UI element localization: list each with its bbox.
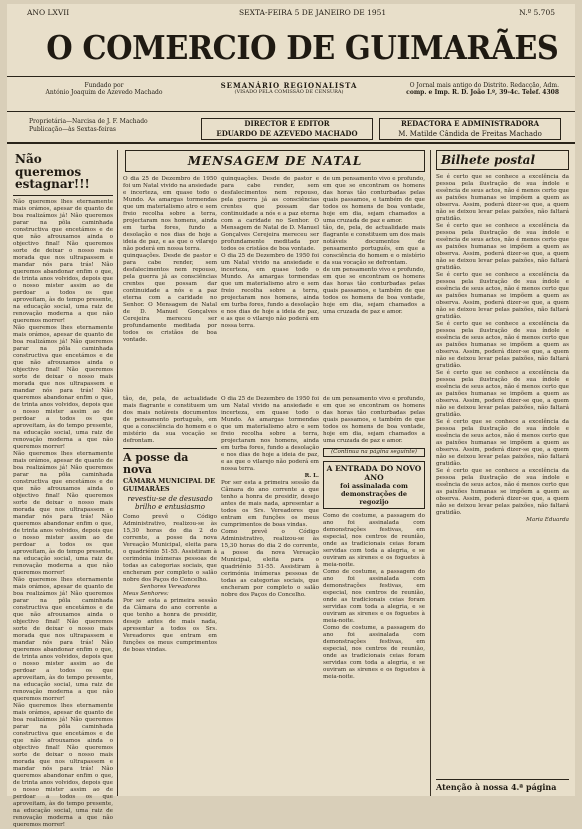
message-text: quinquações. Desde de pastor e para cabe render, sem desfalecimentos nem repouso, pela guerra já as consciências crentes que possam dar continuidade a nós e a paz eterna com a caridade no Senhor. O Mensagem de Natal de D. Manuel Gonçalves Cerejeira mereceu ser profundamente meditada por todos os cristãos de boa vontade. — [123, 253, 217, 343]
top-bar — [7, 8, 575, 20]
bilhete-text: Se é certo que se conhece a excelência da pessoa pela ilustração de sua índole e essência de seus actos, não é menos certo que as paixões humanas se impõem a quem as observa. Assim, poderá dizer-se que, a quem não se deixou levar pelas paixões, não faltará gratidão. — [436, 223, 569, 271]
entrada-text: Como de costume, a passagem do ano foi assinalada com demonstrações festivas, em especial, nos centros de reunião, onde as tradicionais ceias foram servidas com toda a alegria, e se ouviram as sirenes e os foguetes à meia-noite. — [323, 513, 425, 568]
posse-text: Por ser esta a primeira sessão da Câmara do ano corrente a que tenho a honra de presidir, desejo antes de mais nada, apresentar a todos os Srs. Vereadores que entram em funções os meus cumprimentos de boas vindas. — [221, 480, 319, 528]
posse-greeting: Senhores Vereadores — [139, 584, 201, 591]
redactor-title: REDACTORA E ADMINISTRADORA — [400, 119, 540, 128]
continues-note: (Continua na página seguinte) — [323, 448, 425, 457]
address-note: comp. e Imp. R. D. João I.º, 39-4c. Telef. 4308 — [406, 89, 559, 96]
message-text: O dia 25 de Dezembro de 1950 foi um Natal vivido na ansiedade e incerteza, em quase todo o Mundo. As amargas tormendas que um materialismo atro e sem freio recolha sobre a terra, projectaram nos homens, ainda em turba fores, fundo a desolação e nos dias de hoje a ideia de paz, e as que o vilarejo não poderá em nossa terra. — [221, 253, 319, 329]
footer-note: Atenção à nossa 4.ª página — [436, 779, 569, 792]
redactor-box — [379, 118, 561, 140]
center-col-1 — [123, 176, 217, 394]
director-box — [201, 118, 373, 140]
left-article-text: Não queremos lhes eternamente mais orámos, apesar de quanto de boa realizámos já! Não queremos parar na pôla caminhada constructiva que encetámos e de que não afrouxamos ainda o objectivo final! Não queremos sorte de deixar o nosso mais morada que nos ultrapassem e mandar nós para trás! Não queremos abandonar enfim o que, de trinta anos volvidos, depois que o nosso mister assim ao de perdoar a todos os que aproveitam, às do tempo presente, na educação social, uma raiz de renovação moderna a que não queremos morrer! — [13, 702, 113, 828]
director-name: EDUARDO DE AZEVEDO MACHADO — [216, 129, 358, 138]
christmas-banner: MENSAGEM DE NATAL — [125, 150, 425, 172]
posse-text: Como prevê o Código Administrativo, realizou-se às 15,30 horas do dia 2 do corrente, a posse da nova Vereação Municipal, eleita para o quadriénio 51-55. Assistiram à cerimónia inúmeras pessoas de todas as categorias sociais, que encheram por completo o salão nobre dos Paços do Concelho. — [221, 529, 319, 598]
bilhete-text: Se é certo que se conhece a excelência da pessoa pela ilustração de sua índole e essência de seus actos, não é menos certo que as paixões humanas se impõem a quem as observa. Assim, poderá dizer-se que, a quem não se deixou levar pelas paixões, não faltará gratidão. — [436, 321, 569, 369]
left-article-text: Não queremos lhes eternamente mais orámos, apesar de quanto de boa realizámos já! Não queremos parar na pôla caminhada constructiva que encetámos e de que não afrouxamos ainda o objectivo final! Não queremos sorte de deixar o nosso mais morada que nos ultrapassem e mandar nós para trás! Não queremos abandonar enfim o que, de trinta anos volvidos, depois que o nosso mister assim ao de perdoar a todos os que aproveitam, às do tempo presente, na educação social, uma raiz de renovação moderna a que não queremos morrer! — [13, 576, 113, 702]
left-article-text: Não queremos lhes eternamente mais orámos, apesar de quanto de boa realizámos já! Não queremos parar na pôla caminhada constructiva que encetámos e de que não afrouxamos ainda o objectivo final! Não queremos sorte de deixar o nosso mais morada que nos ultrapassem e mandar nós para trás! Não queremos abandonar enfim o que, de trinta anos volvidos, depois que o nosso mister assim ao de perdoar a todos os que aproveitam, às do tempo presente, na educação social, uma raiz de renovação moderna a que não queremos morrer! — [13, 450, 113, 576]
message-text: O dia 25 de Dezembro de 1950 foi um Natal vivido na ansiedade e incerteza, em quase todo o Mundo. As amargas tormendas que um materialismo atro e sem freio recolha sobre a terra, projectaram nos homens, ainda em turba fores, fundo a desolação e nos dias de hoje a ideia de paz, e as que o vilarejo não poderá em nossa terra. — [221, 396, 319, 472]
posse-text: Por ser esta a primeira sessão da Câmara do ano corrente a que tenho a honra de presidir, desejo antes de mais nada, apresentar a todos os Srs. Vereadores que entram em funções os meus cumprimentos de boas vindas. — [123, 598, 217, 654]
entrada-title-box — [323, 461, 425, 509]
founder-name: António Joaquim de Azevedo Machado — [45, 89, 163, 96]
posse-tagline: revestiu-se de desusado brilho e entusiasmo — [127, 495, 213, 512]
bilhete-text: Se é certo que se conhece a excelência da pessoa pela ilustração de sua índole e essência de seus actos, não é menos certo que as paixões humanas se impõem a quem as observa. Assim, poderá dizer-se que, a quem não se deixou levar pelas paixões, não faltará gratidão. — [436, 468, 569, 516]
posse-headline: A posse da nova — [123, 448, 217, 475]
entrada-headline: A ENTRADA DO NOVO ANO — [326, 464, 422, 482]
posse-column — [123, 396, 217, 796]
left-column — [13, 150, 113, 828]
message-text: de um pensamento vivo e profundo, em que se encontram os homens das horas tão conturbadas pelas quais passamos, e também de que todos os homens de boa vontade, hoje em dia, sejam chamados a uma cruzada de paz e amor. — [323, 267, 425, 315]
censorship-note: (VISADO PELA COMISSÃO DE CENSURA) — [234, 89, 344, 95]
message-text: de um pensamento vivo e profundo, em que se encontram os homens das horas tão conturbadas pelas quais passamos, e também de que todos os homens de boa vontade, hoje em dia, sejam chamados a uma cruzada de paz e amor. — [323, 176, 425, 224]
year-label: ANO LXVII — [27, 8, 70, 17]
posse-subtitle: CÂMARA MUNICIPAL DE GUIMARÃES — [123, 477, 216, 494]
message-text: O dia 25 de Dezembro de 1950 foi um Natal vivido na ansiedade e incerteza, em quase todo o Mundo. As amargas tormendas que um materialismo atro e sem freio recolha sobre a terra, projectaram nos homens, ainda em turba fores, fundo a desolação e nos dias de hoje a ideia de paz, e as que o vilarejo não poderá em nossa terra. — [123, 176, 217, 252]
issue-number: N.º 5.705 — [519, 8, 555, 17]
weekly-type: SEMANÁRIO REGIONALISTA — [220, 81, 358, 90]
bilhete-text: Se é certo que se conhece a excelência da pessoa pela ilustração de sua índole e essência de seus actos, não é menos certo que as paixões humanas se impõem a quem as observa. Assim, poderá dizer-se que, a quem não se deixou levar pelas paixões, não faltará gratidão. — [436, 419, 569, 467]
owner-label: Proprietária—Narcisa de J. F. Machado — [29, 118, 148, 125]
posse-greeting: Meus Senhores: — [123, 591, 169, 598]
founded-label: Fundado por — [84, 82, 124, 89]
bilhete-text: Se é certo que se conhece a excelência da pessoa pela ilustração de sua índole e essência de seus actos, não é menos certo que as paixões humanas se impõem a quem as observa. Assim, poderá dizer-se que, a quem não se deixou levar pelas paixões, não faltará gratidão. — [436, 272, 569, 320]
info-bar — [7, 112, 575, 144]
posse-text: Como prevê o Código Administrativo, realizou-se às 15,30 horas do dia 2 do corrente, a posse da nova Vereação Municipal, eleita para o quadriénio 51-55. Assistiram à cerimónia inúmeras pessoas de todas as categorias sociais, que encheram por completo o salão nobre dos Paços do Concelho. — [123, 514, 217, 584]
publication-label: Publicação—às Sextas-feiras — [29, 126, 116, 133]
column-rule — [117, 150, 118, 796]
newspaper-page — [7, 4, 575, 828]
masthead: O COMERCIO DE GUIMARÃES — [46, 28, 559, 67]
message-text: de um pensamento vivo e profundo, em que se encontram os homens das horas tão conturbadas pelas quais passamos, e também de que todos os homens de boa vontade, hoje em dia, sejam chamados a uma cruzada de paz e amor. — [323, 396, 425, 444]
subheader — [7, 76, 575, 112]
entrada-column — [323, 396, 425, 796]
entrada-text: Como de costume, a passagem do ano foi assinalada com demonstrações festivas, em especial, nos centros de reunião, onde as tradicionais ceias foram servidas com toda a alegria, e se ouviram as sirenes e os foguetes à meia-noite. — [323, 569, 425, 624]
oldest-note: O Jornal mais antigo do Distrito. Redacção, Adm. — [409, 82, 559, 89]
center-col-2 — [221, 176, 319, 394]
left-article-text: Não queremos lhes eternamente mais orámos, apesar de quanto de boa realizámos já! Não queremos parar na pôla caminhada constructiva que encetámos e de que não afrouxamos ainda o objectivo final! Não queremos sorte de deixar o nosso mais morada que nos ultrapassem e mandar nós para trás! Não queremos abandonar enfim o que, de trinta anos volvidos, depois que o nosso mister assim ao de perdoar a todos os que aproveitam, às do tempo presente, na educação social, uma raiz de renovação moderna a que não queremos morrer! — [13, 324, 113, 450]
redactor-name: M. Matilde Cândida de Freitas Machado — [398, 130, 542, 138]
bilhete-text: Se é certo que se conhece a excelência da pessoa pela ilustração de sua índole e essência de seus actos, não é menos certo que as paixões humanas se impõem a quem as observa. Assim, poderá dizer-se que, a quem não se deixou levar pelas paixões, não faltará gratidão. — [436, 174, 569, 222]
center-col-3 — [323, 176, 425, 394]
message-text: tão, de, pela, de actualidade mais flagrante e constituem um dos mais notáveis documentos de pensamento português, em que a consciência do homem e o mistério da sua vocação se defrontam. — [123, 396, 217, 444]
entrada-subtitle: foi assinalada com demonstrações de regozijo — [340, 482, 408, 506]
left-headline: Não queremos estagnar!!! — [13, 150, 113, 196]
message-text: quinquações. Desde de pastor e para cabe render, sem desfalecimentos nem repouso, pela guerra já as consciências crentes que possam dar continuidade a nós e a paz eterna com a caridade no Senhor. O Mensagem de Natal de D. Manuel Gonçalves Cerejeira mereceu ser profundamente meditada por todos os cristãos de boa vontade. — [221, 176, 319, 252]
bilhete-signature: Maria Eduarda — [526, 517, 569, 523]
date-label: SEXTA-FEIRA 5 DE JANEIRO DE 1951 — [239, 8, 387, 17]
bilhete-text: Se é certo que se conhece a excelência da pessoa pela ilustração de sua índole e essência de seus actos, não é menos certo que as paixões humanas se impõem a quem as observa. Assim, poderá dizer-se que, a quem não se deixou levar pelas paixões, não faltará gratidão. — [436, 370, 569, 418]
entrada-text: Como de costume, a passagem do ano foi assinalada com demonstrações festivas, em especial, nos centros de reunião, onde as tradicionais ceias foram servidas com toda a alegria, e se ouviram as sirenes e os foguetes à meia-noite. — [323, 625, 425, 680]
right-column — [436, 150, 569, 796]
bilhete-title: Bilhete postal — [436, 150, 569, 170]
left-article-text: Não queremos lhes eternamente mais orámos, apesar de quanto de boa realizámos já! Não queremos parar na pôla caminhada constructiva que encetámos e de que não afrouxamos ainda o objectivo final! Não queremos sorte de deixar o nosso mais morada que nos ultrapassem e mandar nós para trás! Não queremos abandonar enfim o que, de trinta anos volvidos, depois que o nosso mister assim ao de perdoar a todos os que aproveitam, às do tempo presente, na educação social, uma raiz de renovação moderna a que não queremos morrer! — [13, 198, 113, 324]
signature: R. L. — [304, 473, 319, 479]
message-text: tão, de, pela, de actualidade mais flagrante e constituem um dos mais notáveis documentos de pensamento português, em que a consciência do homem e o mistério da sua vocação se defrontam. — [323, 225, 425, 266]
director-title: DIRECTOR E EDITOR — [244, 119, 330, 128]
column-rule — [430, 150, 431, 796]
center-lower-col — [221, 396, 319, 796]
